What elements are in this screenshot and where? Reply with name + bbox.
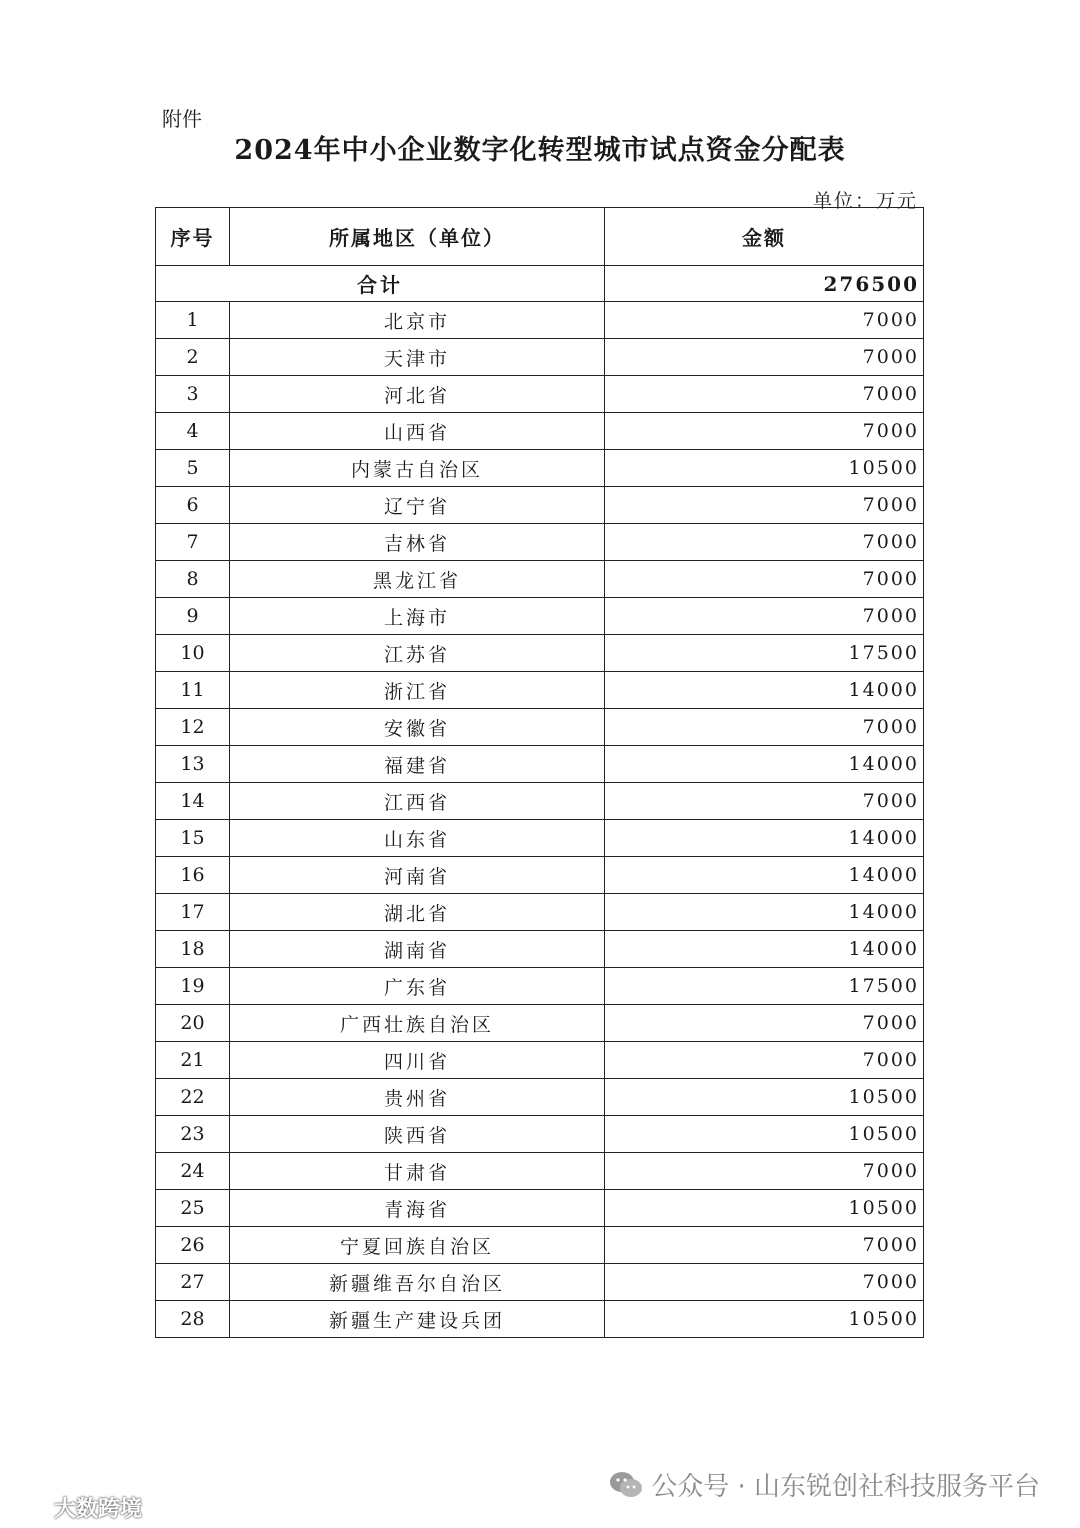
row-amount: 7000 bbox=[605, 302, 924, 339]
row-region: 吉林省 bbox=[230, 524, 605, 561]
table-row bbox=[156, 1264, 924, 1301]
unit-label: 单位：万元 bbox=[812, 190, 918, 212]
row-amount: 10500 bbox=[605, 1079, 924, 1116]
watermark-text: 公众号 · 山东锐创社科技服务平台 bbox=[651, 1472, 1040, 1502]
row-amount: 7000 bbox=[605, 1153, 924, 1190]
row-no: 4 bbox=[156, 413, 230, 450]
table-row bbox=[156, 487, 924, 524]
row-no: 7 bbox=[156, 524, 230, 561]
row-amount: 7000 bbox=[605, 709, 924, 746]
table-row bbox=[156, 635, 924, 672]
header-no: 序号 bbox=[156, 208, 230, 266]
watermark bbox=[609, 1466, 1040, 1503]
row-amount: 7000 bbox=[605, 487, 924, 524]
row-region: 新疆维吾尔自治区 bbox=[230, 1264, 605, 1301]
row-region: 广西壮族自治区 bbox=[230, 1005, 605, 1042]
row-amount: 14000 bbox=[605, 857, 924, 894]
row-region: 浙江省 bbox=[230, 672, 605, 709]
table-row bbox=[156, 894, 924, 931]
row-region: 新疆生产建设兵团 bbox=[230, 1301, 605, 1338]
row-amount: 7000 bbox=[605, 598, 924, 635]
table-row bbox=[156, 1153, 924, 1190]
row-region: 福建省 bbox=[230, 746, 605, 783]
row-amount: 7000 bbox=[605, 413, 924, 450]
row-no: 10 bbox=[156, 635, 230, 672]
row-amount: 14000 bbox=[605, 746, 924, 783]
table-row bbox=[156, 376, 924, 413]
table-row bbox=[156, 1227, 924, 1264]
header-amount: 金额 bbox=[605, 208, 924, 266]
row-region: 湖南省 bbox=[230, 931, 605, 968]
attachment-label: 附件 bbox=[162, 107, 202, 131]
table-header-row bbox=[156, 208, 924, 266]
table-row bbox=[156, 1190, 924, 1227]
row-region: 江西省 bbox=[230, 783, 605, 820]
table-row bbox=[156, 1005, 924, 1042]
row-region: 湖北省 bbox=[230, 894, 605, 931]
row-region: 北京市 bbox=[230, 302, 605, 339]
row-no: 3 bbox=[156, 376, 230, 413]
row-region: 青海省 bbox=[230, 1190, 605, 1227]
header-region: 所属地区（单位） bbox=[230, 208, 605, 266]
table-row bbox=[156, 709, 924, 746]
row-amount: 7000 bbox=[605, 339, 924, 376]
row-no: 1 bbox=[156, 302, 230, 339]
row-amount: 7000 bbox=[605, 1042, 924, 1079]
row-amount: 7000 bbox=[605, 1227, 924, 1264]
table-row bbox=[156, 561, 924, 598]
row-region: 江苏省 bbox=[230, 635, 605, 672]
row-region: 四川省 bbox=[230, 1042, 605, 1079]
row-amount: 7000 bbox=[605, 1005, 924, 1042]
table-row bbox=[156, 931, 924, 968]
row-no: 23 bbox=[156, 1116, 230, 1153]
table-row bbox=[156, 783, 924, 820]
table-row bbox=[156, 820, 924, 857]
row-amount: 17500 bbox=[605, 968, 924, 1005]
row-no: 11 bbox=[156, 672, 230, 709]
row-no: 2 bbox=[156, 339, 230, 376]
row-amount: 7000 bbox=[605, 561, 924, 598]
total-label: 合计 bbox=[156, 266, 605, 302]
row-amount: 10500 bbox=[605, 1116, 924, 1153]
row-region: 甘肃省 bbox=[230, 1153, 605, 1190]
row-no: 8 bbox=[156, 561, 230, 598]
table-row bbox=[156, 1079, 924, 1116]
row-no: 21 bbox=[156, 1042, 230, 1079]
row-region: 贵州省 bbox=[230, 1079, 605, 1116]
table-row bbox=[156, 413, 924, 450]
row-no: 24 bbox=[156, 1153, 230, 1190]
row-region: 河南省 bbox=[230, 857, 605, 894]
total-value: 276500 bbox=[605, 266, 924, 302]
brand-logo-icon bbox=[8, 1496, 50, 1520]
allocation-table bbox=[155, 207, 924, 1338]
table-row bbox=[156, 672, 924, 709]
row-region: 天津市 bbox=[230, 339, 605, 376]
row-no: 14 bbox=[156, 783, 230, 820]
table-row bbox=[156, 968, 924, 1005]
row-no: 27 bbox=[156, 1264, 230, 1301]
table-total-row bbox=[156, 266, 924, 302]
row-amount: 10500 bbox=[605, 1301, 924, 1338]
row-no: 9 bbox=[156, 598, 230, 635]
table-row bbox=[156, 1116, 924, 1153]
row-region: 安徽省 bbox=[230, 709, 605, 746]
row-region: 陕西省 bbox=[230, 1116, 605, 1153]
row-region: 河北省 bbox=[230, 376, 605, 413]
row-no: 22 bbox=[156, 1079, 230, 1116]
row-region: 黑龙江省 bbox=[230, 561, 605, 598]
row-no: 28 bbox=[156, 1301, 230, 1338]
row-no: 12 bbox=[156, 709, 230, 746]
table-row bbox=[156, 339, 924, 376]
row-region: 山东省 bbox=[230, 820, 605, 857]
table-row bbox=[156, 302, 924, 339]
wechat-icon bbox=[609, 1471, 643, 1499]
row-no: 25 bbox=[156, 1190, 230, 1227]
row-region: 广东省 bbox=[230, 968, 605, 1005]
row-region: 山西省 bbox=[230, 413, 605, 450]
row-amount: 17500 bbox=[605, 635, 924, 672]
row-amount: 7000 bbox=[605, 524, 924, 561]
row-amount: 10500 bbox=[605, 1190, 924, 1227]
row-amount: 7000 bbox=[605, 783, 924, 820]
row-amount: 14000 bbox=[605, 931, 924, 968]
row-region: 上海市 bbox=[230, 598, 605, 635]
row-region: 宁夏回族自治区 bbox=[230, 1227, 605, 1264]
row-amount: 7000 bbox=[605, 1264, 924, 1301]
row-amount: 14000 bbox=[605, 820, 924, 857]
row-no: 19 bbox=[156, 968, 230, 1005]
row-region: 内蒙古自治区 bbox=[230, 450, 605, 487]
row-no: 17 bbox=[156, 894, 230, 931]
table-row bbox=[156, 450, 924, 487]
page-title: 2024年中小企业数字化转型城市试点资金分配表 bbox=[234, 135, 846, 166]
row-no: 18 bbox=[156, 931, 230, 968]
row-amount: 14000 bbox=[605, 894, 924, 931]
table-row bbox=[156, 857, 924, 894]
row-no: 6 bbox=[156, 487, 230, 524]
row-no: 26 bbox=[156, 1227, 230, 1264]
row-no: 15 bbox=[156, 820, 230, 857]
row-region: 辽宁省 bbox=[230, 487, 605, 524]
table-row bbox=[156, 524, 924, 561]
row-no: 13 bbox=[156, 746, 230, 783]
row-amount: 10500 bbox=[605, 450, 924, 487]
row-no: 16 bbox=[156, 857, 230, 894]
table-row bbox=[156, 746, 924, 783]
row-no: 5 bbox=[156, 450, 230, 487]
table-row bbox=[156, 1042, 924, 1079]
corner-mark-text: 大数跨境 bbox=[54, 1497, 143, 1522]
table-row bbox=[156, 1301, 924, 1338]
row-no: 20 bbox=[156, 1005, 230, 1042]
table-row bbox=[156, 598, 924, 635]
row-amount: 7000 bbox=[605, 376, 924, 413]
corner-mark bbox=[8, 1492, 142, 1523]
row-amount: 14000 bbox=[605, 672, 924, 709]
